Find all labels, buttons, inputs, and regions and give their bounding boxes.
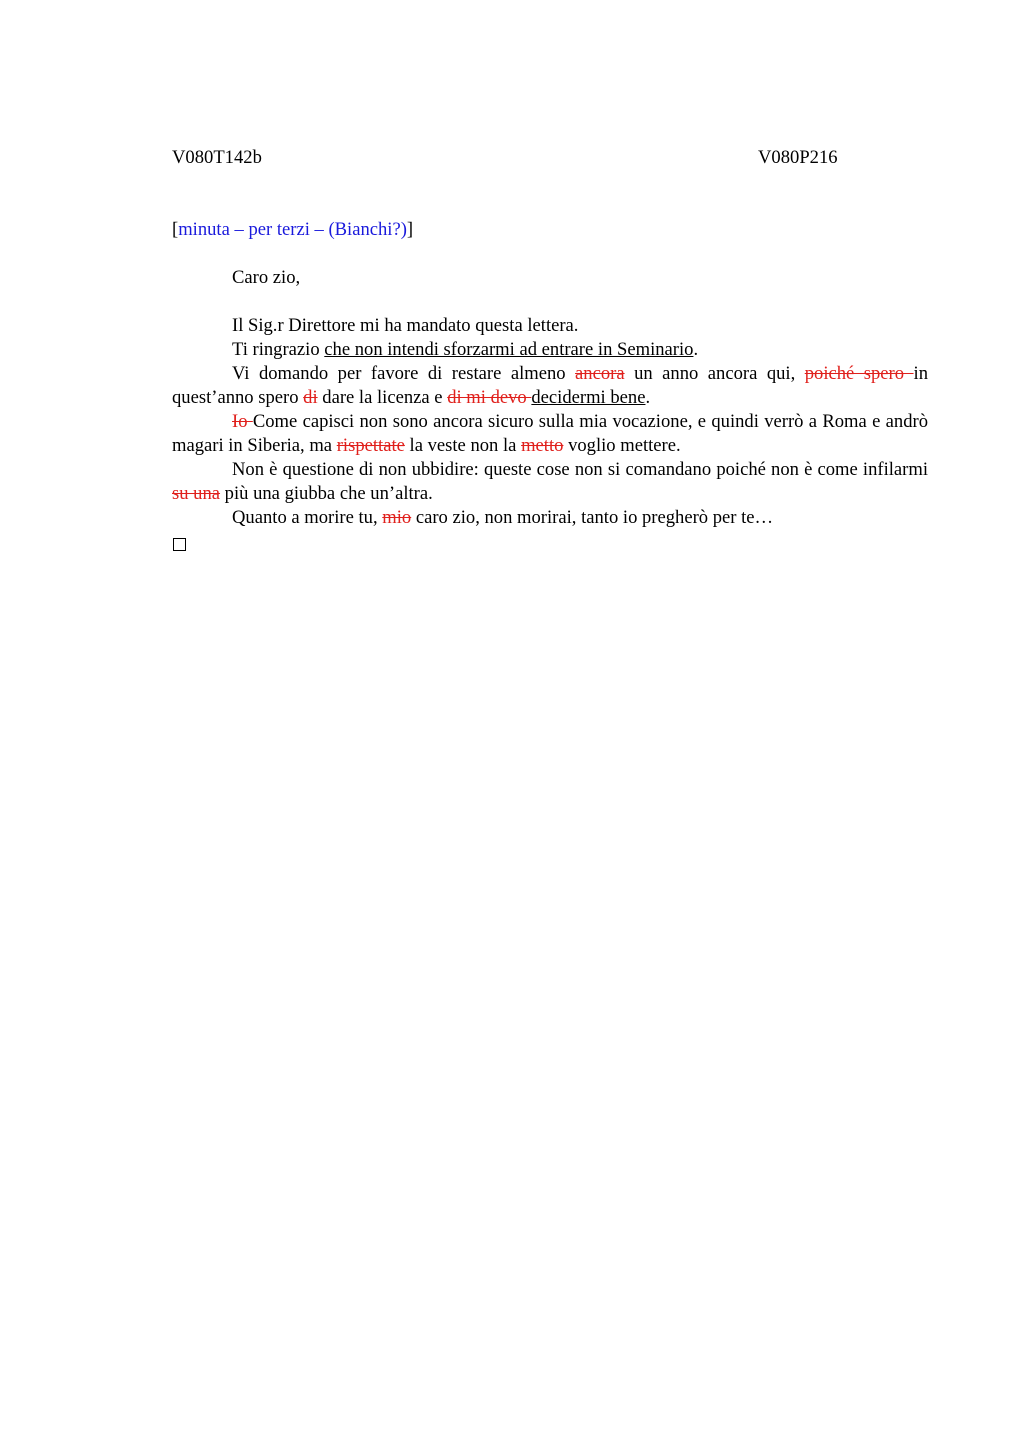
text-run: Ti ringrazio [232,339,325,360]
text-run: voglio mettere. [563,435,681,456]
deleted-text: metto [521,435,564,456]
document-code-left: V080T142b [172,147,262,168]
text-run: . [693,339,699,360]
text-run: Quanto a morire tu, [232,507,383,528]
empty-square-icon [173,538,186,551]
text-run: caro zio, non morirai, tanto io pregherò per te… [411,507,774,528]
deleted-text: Io [232,411,253,432]
text-run: Vi domando per favore di restare almeno [232,363,576,384]
paragraph-4 [172,410,928,458]
text-run: Il Sig.r Direttore mi ha mandato questa lettera. [232,315,579,336]
text-run: Come capisci non sono ancora sicuro sulla mia vocazione, e quindi verrò a Roma e andrò magari in Siberia, ma [172,411,929,456]
deleted-text: ancora [575,363,625,384]
underlined-text: che non intendi sforzarmi ad entrare in Seminario [324,339,694,360]
paragraph-1 [172,314,928,338]
letter-salutation: Caro zio, [232,267,301,288]
deleted-text: su una [172,483,221,504]
text-run: Non è questione di non ubbidire: queste cose non si comandano poiché non è come infilarmi [232,459,928,480]
note-close-bracket: ] [406,219,414,240]
editorial-note [172,218,928,242]
text-run: un anno ancora qui, [624,363,805,384]
deleted-text: poiché spero [804,363,914,384]
text-run: . [645,387,651,408]
note-text: minuta – per terzi – (Bianchi?) [178,219,407,240]
document-header [172,146,928,170]
paragraph-5 [172,458,928,506]
text-run: la veste non la [404,435,522,456]
document-page [172,146,928,551]
deleted-text: di mi devo [447,387,532,408]
paragraph-3 [172,362,928,410]
underlined-text: decidermi bene [531,387,646,408]
document-code-right: V080P216 [758,147,838,168]
note-open-bracket: [ [172,219,179,240]
text-run: più una giubba che un’altra. [220,483,433,504]
deleted-text: mio [382,507,412,528]
deleted-text: rispettate [336,435,405,456]
paragraph-6 [172,506,928,530]
letter-body [172,314,928,530]
text-run: dare la licenza e [317,387,448,408]
text-run: in quest’anno spero [172,363,928,408]
deleted-text: di [303,387,318,408]
paragraph-2 [172,338,928,362]
